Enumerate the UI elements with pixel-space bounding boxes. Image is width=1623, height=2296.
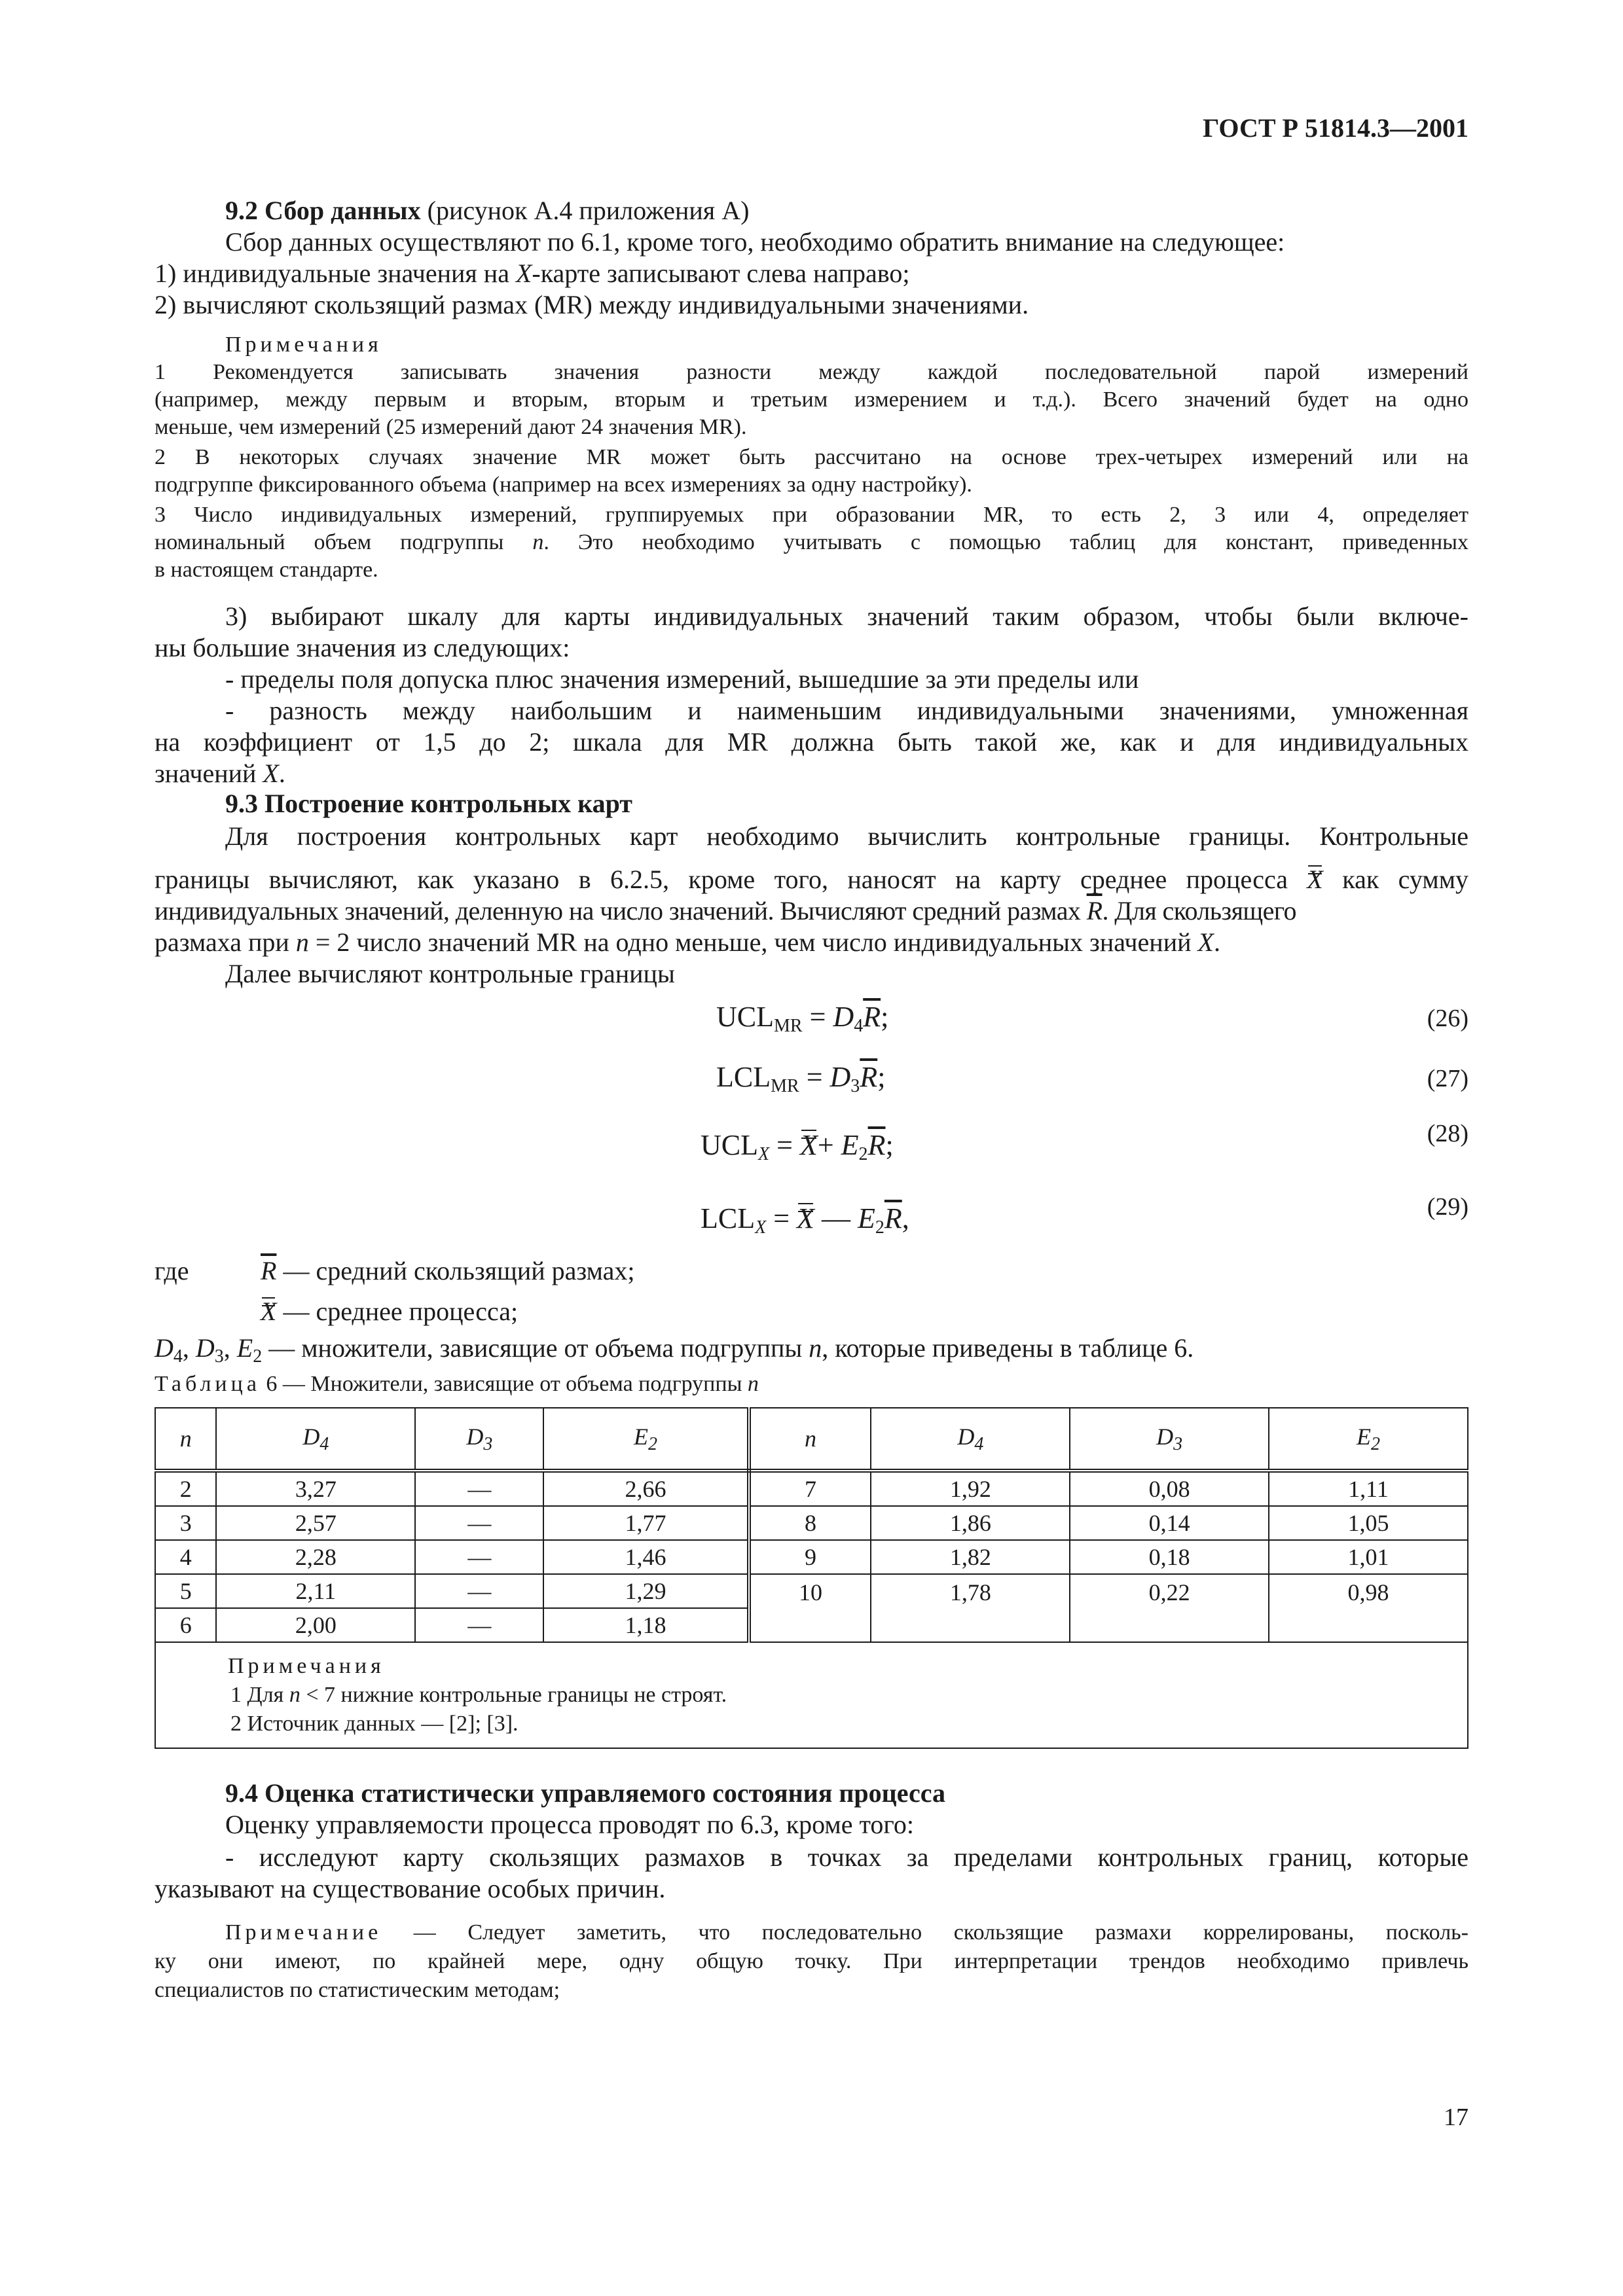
note-line: 2 В некоторых случаях значение MR может быть рассчитано на основе трех-четырех измерений или на bbox=[155, 445, 1468, 469]
f-lhs: LCL bbox=[716, 1061, 771, 1093]
cell: 2,28 bbox=[216, 1540, 415, 1574]
note-label: Примечание bbox=[225, 1920, 382, 1945]
header-symbol: E bbox=[1356, 1423, 1371, 1450]
paragraph-line: Оценку управляемости процесса проводят по 6.3, кроме того: bbox=[225, 1810, 914, 1839]
text: индивидуальных значений, деленную на число значений. Вычисляют средний размах bbox=[155, 896, 1087, 925]
f-xbarbar: X bbox=[797, 1202, 814, 1234]
var-rbar: $\overline{R}$ bbox=[261, 1256, 277, 1285]
formula-26 bbox=[716, 1000, 888, 1037]
caption-label: Таблица bbox=[155, 1372, 261, 1396]
equation-number: (26) bbox=[1427, 1005, 1468, 1032]
sub: 2 bbox=[253, 1346, 263, 1367]
f-xbarbar: X bbox=[799, 1129, 818, 1161]
cell: 10 bbox=[749, 1574, 871, 1642]
cell: 3 bbox=[155, 1506, 216, 1540]
var-n: n bbox=[532, 530, 544, 554]
text: . bbox=[1213, 927, 1220, 957]
cell: 1,86 bbox=[871, 1506, 1070, 1540]
var-x: X bbox=[515, 259, 532, 288]
text: 1 Для bbox=[230, 1683, 289, 1707]
cell: 1,11 bbox=[1269, 1471, 1468, 1506]
f-rbar: $\overline{R}$ bbox=[860, 1061, 878, 1093]
note-line: в настоящем стандарте. bbox=[155, 558, 378, 582]
paragraph-line bbox=[155, 864, 1468, 895]
text: границы вычисляют, как указано в 6.2.5, кроме того, наносят на карту среднее процесса bbox=[155, 865, 1307, 894]
f-coef-sub: 2 bbox=[875, 1217, 884, 1238]
cell: 1,05 bbox=[1269, 1506, 1468, 1540]
cell: 1,01 bbox=[1269, 1540, 1468, 1574]
header-cell bbox=[543, 1408, 748, 1471]
dash-item: - разность между наибольшим и наименьшим индивидуальными значениями, умноженная bbox=[225, 696, 1468, 725]
table-row bbox=[155, 1574, 1468, 1608]
caption-text: 6 — Множители, зависящие от объема подгруппы bbox=[260, 1372, 748, 1396]
formula-29 bbox=[701, 1202, 909, 1238]
sub: 4 bbox=[173, 1346, 183, 1367]
f-eq: = bbox=[806, 1061, 823, 1093]
definition-xbarbar bbox=[261, 1296, 518, 1327]
notes-label: Примечания bbox=[228, 1654, 385, 1678]
section-title-ref: (рисунок А.4 приложения А) bbox=[420, 196, 750, 225]
note-line: подгруппе фиксированного объема (например на всех измерениях за одну настройку). bbox=[155, 473, 972, 497]
cell: 1,46 bbox=[543, 1540, 748, 1574]
f-op: — bbox=[821, 1202, 850, 1234]
text: — Следует заметить, что последовательно скользящие размахи коррелированы, посколь- bbox=[382, 1920, 1468, 1945]
note-line: меньше, чем измерений (25 измерений дают 24 значения MR). bbox=[155, 415, 747, 439]
var-x: X bbox=[1197, 927, 1214, 957]
table-6 bbox=[155, 1407, 1468, 1749]
var-n: n bbox=[747, 1372, 759, 1396]
cell: — bbox=[415, 1608, 543, 1642]
header-cell: n bbox=[155, 1408, 216, 1471]
header-cell: n bbox=[749, 1408, 871, 1471]
f-end: ; bbox=[885, 1129, 894, 1161]
f-eq: = bbox=[776, 1129, 793, 1161]
text: значений bbox=[155, 759, 263, 788]
note-line: 1 Рекомендуется записывать значения разности между каждой последовательной парой измерений bbox=[155, 360, 1468, 384]
header-symbol: D bbox=[466, 1423, 484, 1450]
cell: 8 bbox=[749, 1506, 871, 1540]
sub: 3 bbox=[214, 1346, 224, 1367]
dash-item bbox=[155, 758, 285, 789]
cell: 0,98 bbox=[1269, 1574, 1468, 1642]
cell: 9 bbox=[749, 1540, 871, 1574]
f-end: ; bbox=[881, 1001, 889, 1033]
text: 1) индивидуальные значения на bbox=[155, 259, 516, 288]
var-d: D bbox=[195, 1333, 215, 1363]
f-lhs-sub: MR bbox=[774, 1016, 803, 1036]
cell: 4 bbox=[155, 1540, 216, 1574]
text: размаха при bbox=[155, 927, 296, 957]
definition-rbar bbox=[261, 1255, 635, 1287]
var-n: n bbox=[295, 927, 309, 957]
note-line: (например, между первым и вторым, вторым и третьим измерением и т.д.). Всего значений будет на одно bbox=[155, 387, 1468, 412]
var-n: n bbox=[289, 1683, 301, 1707]
formula-27 bbox=[716, 1060, 885, 1097]
text: как сумму bbox=[1322, 865, 1469, 894]
notes-label: Примечания bbox=[225, 332, 382, 357]
list-item bbox=[155, 258, 910, 289]
dash-item: на коэффициент от 1,5 до 2; шкала для MR должна быть такой же, как и для индивидуальных bbox=[155, 727, 1468, 757]
cell: 2,00 bbox=[216, 1608, 415, 1642]
f-coef: E bbox=[857, 1202, 875, 1234]
f-coef: D bbox=[833, 1001, 854, 1033]
table-caption bbox=[155, 1371, 759, 1398]
table-row bbox=[155, 1540, 1468, 1574]
section-9-3-title: 9.3 Построение контрольных карт bbox=[225, 789, 632, 818]
paragraph-line bbox=[155, 895, 1468, 927]
header-subscript: 4 bbox=[319, 1433, 329, 1454]
f-coef: E bbox=[841, 1129, 859, 1161]
header-subscript: 3 bbox=[483, 1433, 493, 1454]
cell: 0,08 bbox=[1070, 1471, 1269, 1506]
formula-28 bbox=[701, 1128, 894, 1165]
var-rbar: $\overline{R}$ bbox=[1086, 896, 1103, 925]
var-n: n bbox=[809, 1333, 822, 1363]
cell: — bbox=[415, 1506, 543, 1540]
cell: 0,14 bbox=[1070, 1506, 1269, 1540]
text: < 7 нижние контрольные границы не строят. bbox=[300, 1683, 727, 1707]
dash-item: - исследуют карту скользящих размахов в точках за пределами контрольных границ, которые bbox=[225, 1842, 1468, 1872]
table-notes-row bbox=[155, 1642, 1468, 1748]
var-xbarbar: X bbox=[1307, 865, 1323, 894]
f-coef-sub: 4 bbox=[854, 1016, 864, 1036]
text: — множители, зависящие от объема подгруппы bbox=[262, 1333, 809, 1363]
f-coef-sub: 3 bbox=[850, 1076, 860, 1096]
header-cell bbox=[415, 1408, 543, 1471]
note-line bbox=[155, 529, 1468, 556]
header-cell bbox=[216, 1408, 415, 1471]
note-line: ку они имеют, по крайней мере, одну общую точку. При интерпретации трендов необходимо привлечь bbox=[155, 1949, 1468, 1973]
equation-number: (28) bbox=[1427, 1120, 1468, 1147]
cell: — bbox=[415, 1574, 543, 1608]
cell: 1,78 bbox=[871, 1574, 1070, 1642]
equation-number: (29) bbox=[1427, 1193, 1468, 1221]
var-xbarbar: X bbox=[261, 1297, 277, 1326]
f-eq: = bbox=[773, 1202, 790, 1234]
cell: 0,22 bbox=[1070, 1574, 1269, 1642]
cell: 3,27 bbox=[216, 1471, 415, 1506]
var-e: E bbox=[236, 1333, 253, 1363]
note-line: 3 Число индивидуальных измерений, группируемых при образовании MR, то есть 2, 3 или 4, определяет bbox=[155, 503, 1468, 527]
section-9-2-title bbox=[225, 195, 749, 226]
header-subscript: 4 bbox=[974, 1433, 984, 1454]
section-title-text: 9.2 Сбор данных bbox=[225, 196, 421, 225]
list-item: ны большие значения из следующих: bbox=[155, 633, 570, 662]
header-symbol: D bbox=[1156, 1423, 1174, 1450]
cell: 2,57 bbox=[216, 1506, 415, 1540]
text: . Это необходимо учитывать с помощью таблиц для констант, приведенных bbox=[543, 530, 1468, 554]
text: . bbox=[278, 759, 285, 788]
cell: 1,92 bbox=[871, 1471, 1070, 1506]
f-rbar: $\overline{R}$ bbox=[863, 1001, 881, 1033]
header-cell bbox=[1070, 1408, 1269, 1471]
dash-item: - пределы поля допуска плюс значения измерений, вышедшие за эти пределы или bbox=[225, 664, 1139, 694]
cell: — bbox=[415, 1540, 543, 1574]
var-x: X bbox=[263, 759, 279, 788]
f-op: + bbox=[817, 1129, 834, 1161]
cell: 1,29 bbox=[543, 1574, 748, 1608]
note-line bbox=[228, 1681, 1467, 1710]
cell: 7 bbox=[749, 1471, 871, 1506]
definition-multipliers: $D_4$, $D_3$, $E_2$ — множители, зависящие от объема подгруппы n, которые приведены в таблице 6. bbox=[155, 1333, 1194, 1367]
note-line: 2 Источник данных — [2]; [3]. bbox=[230, 1712, 519, 1736]
list-item: 3) выбирают шкалу для карты индивидуальных значений таким образом, чтобы были включе- bbox=[225, 601, 1468, 631]
cell: — bbox=[415, 1471, 543, 1506]
note-line bbox=[225, 1919, 1468, 1946]
text: = 2 число значений MR на одно меньше, чем число индивидуальных значений bbox=[308, 927, 1198, 957]
cell: 1,77 bbox=[543, 1506, 748, 1540]
text: номинальный объем подгруппы bbox=[155, 530, 533, 554]
text: -карте записывают слева направо; bbox=[532, 259, 910, 288]
f-lhs-sub: MR bbox=[771, 1076, 799, 1096]
header-subscript: 3 bbox=[1173, 1433, 1183, 1454]
cell: 6 bbox=[155, 1608, 216, 1642]
header-symbol: D bbox=[957, 1423, 975, 1450]
f-end: ; bbox=[877, 1061, 886, 1093]
header-cell bbox=[871, 1408, 1070, 1471]
f-rbar: $\overline{R}$ bbox=[884, 1202, 902, 1234]
text: , которые приведены в таблице 6. bbox=[822, 1333, 1194, 1363]
header-subscript: 2 bbox=[1370, 1433, 1380, 1454]
header-symbol: D bbox=[302, 1423, 320, 1450]
list-item: 2) вычисляют скользящий размах (MR) между индивидуальными значениями. bbox=[155, 290, 1029, 319]
paragraph-line: Для построения контрольных карт необходимо вычислить контрольные границы. Контрольные bbox=[225, 821, 1468, 851]
f-lhs: LCL bbox=[701, 1202, 756, 1234]
cell: 5 bbox=[155, 1574, 216, 1608]
cell: 1,82 bbox=[871, 1540, 1070, 1574]
var-d: D bbox=[155, 1333, 173, 1363]
cell: 2,11 bbox=[216, 1574, 415, 1608]
paragraph-line bbox=[155, 927, 1220, 958]
text: — средний скользящий размах; bbox=[276, 1256, 635, 1285]
dash-item: указывают на существование особых причин. bbox=[155, 1874, 666, 1903]
f-lhs: UCL bbox=[701, 1129, 758, 1161]
cell: 1,18 bbox=[543, 1608, 748, 1642]
f-lhs-sub: X bbox=[755, 1217, 767, 1238]
table-row bbox=[155, 1471, 1468, 1506]
f-lhs-sub: X bbox=[758, 1144, 770, 1164]
table-notes bbox=[155, 1642, 1468, 1748]
paragraph-line: Сбор данных осуществляют по 6.1, кроме того, необходимо обратить внимание на следующее: bbox=[225, 227, 1285, 257]
page-number: 17 bbox=[1444, 2104, 1468, 2131]
where-label: где bbox=[155, 1256, 189, 1285]
f-rbar: $\overline{R}$ bbox=[867, 1129, 886, 1161]
header-cell bbox=[1269, 1408, 1468, 1471]
section-9-4-title: 9.4 Оценка статистически управляемого состояния процесса bbox=[225, 1778, 945, 1808]
f-coef: D bbox=[830, 1061, 851, 1093]
table-header-row bbox=[155, 1408, 1468, 1471]
cell: 0,18 bbox=[1070, 1540, 1269, 1574]
cell: 2,66 bbox=[543, 1471, 748, 1506]
note-line: специалистов по статистическим методам; bbox=[155, 1978, 560, 2002]
f-lhs: UCL bbox=[716, 1001, 774, 1033]
header-symbol: E bbox=[634, 1423, 649, 1450]
standard-header: ГОСТ Р 51814.3—2001 bbox=[1202, 113, 1468, 143]
table-row bbox=[155, 1506, 1468, 1540]
f-end: , bbox=[902, 1202, 909, 1234]
f-eq: = bbox=[809, 1001, 826, 1033]
header-subscript: 2 bbox=[648, 1433, 658, 1454]
f-coef-sub: 2 bbox=[858, 1144, 868, 1164]
equation-number: (27) bbox=[1427, 1065, 1468, 1092]
text: — среднее процесса; bbox=[276, 1297, 519, 1326]
paragraph-line: Далее вычисляют контрольные границы bbox=[225, 959, 675, 988]
text: . Для скользящего bbox=[1102, 896, 1296, 925]
cell: 2 bbox=[155, 1471, 216, 1506]
